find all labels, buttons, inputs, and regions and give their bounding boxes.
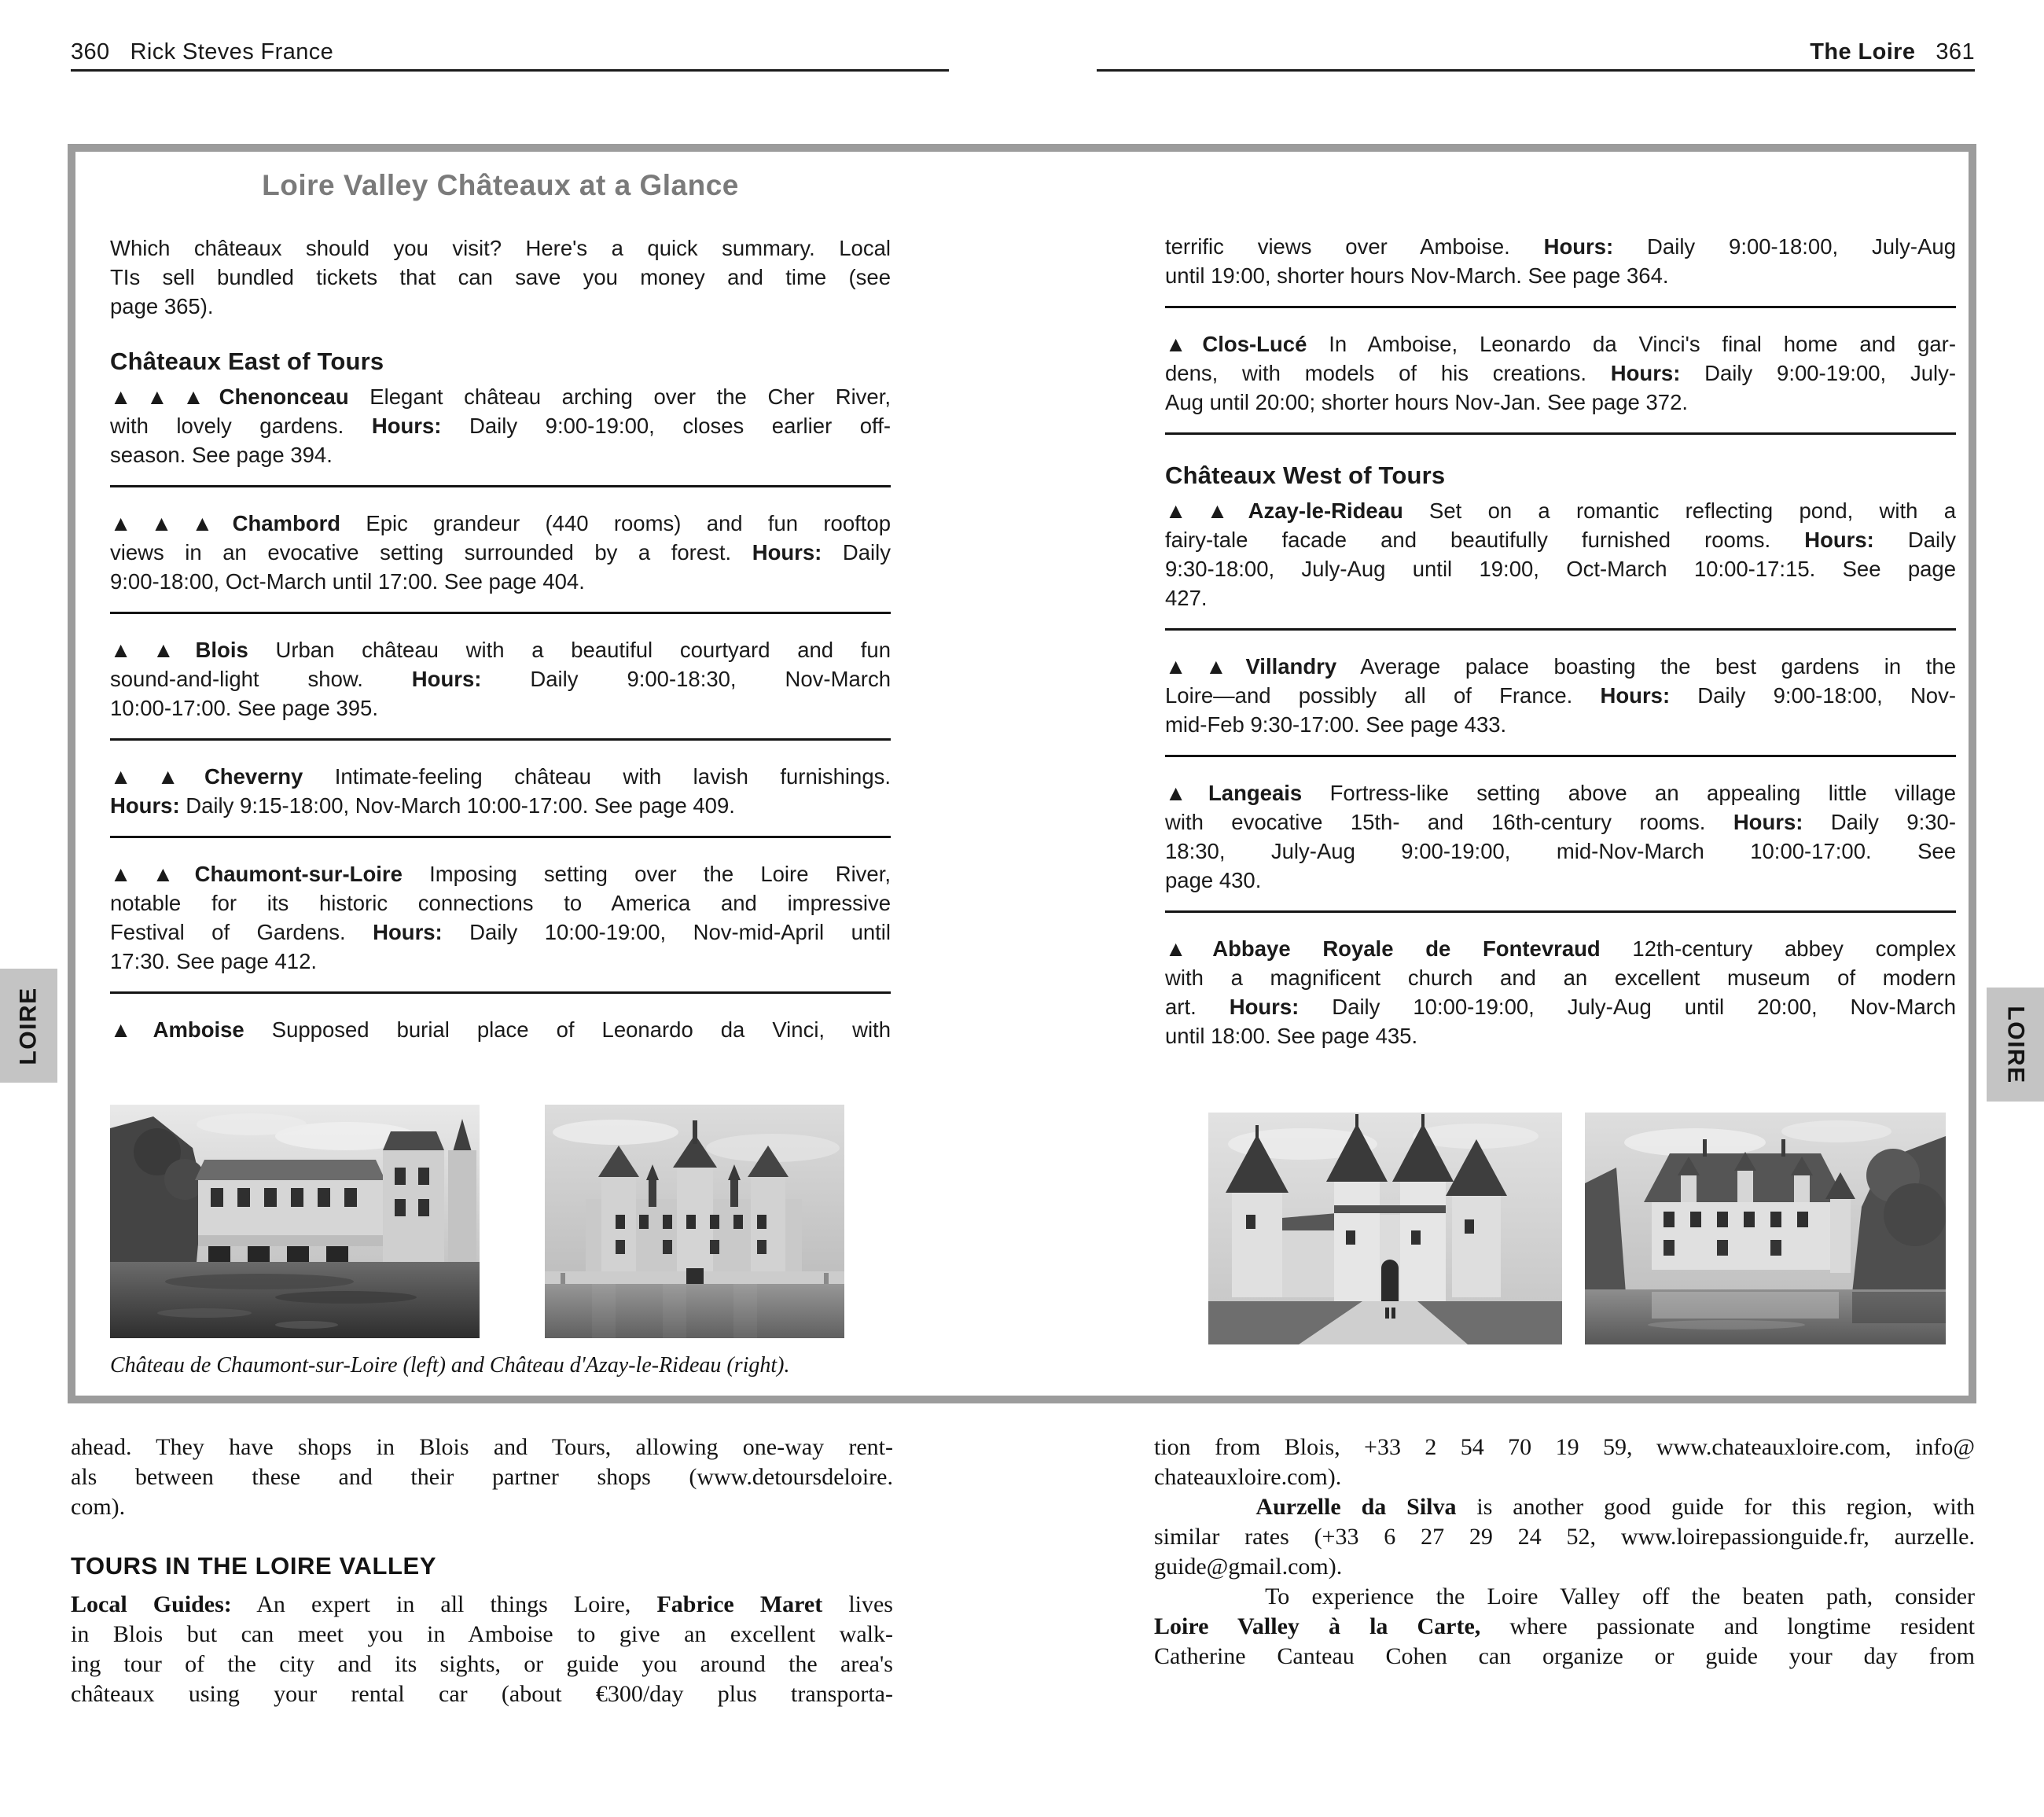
entry-chenonceau: ▲▲▲Chenonceau Elegant château arching over the Cher River, with lovely gardens. Hours: Daily 9:00-19:00, closes earlier off- season. See page 394. xyxy=(110,384,891,467)
entry-azay-le-rideau: ▲▲Azay-le-Rideau Set on a romantic reflecting pond, with a fairy-tale facade and beautifully furnished rooms. Hours: Daily 9:30-18:00, July-Aug until 19:00, Oct-March 10:00-17:15. See page 427. xyxy=(1165,498,1957,610)
photo-caption: Château de Chaumont-sur-Loire (left) and Château d'Azay-le-Rideau (right). xyxy=(110,1353,790,1377)
entry-chaumont: ▲▲Chaumont-sur-Loire Imposing setting over the Loire River, notable for its historic connections to America and impressive Festival of Gardens. Hours: Daily 10:00-19:00, Nov-mid-April until 17:30. See page 412. xyxy=(110,862,891,973)
entry-divider xyxy=(110,612,891,614)
margin-tab-right xyxy=(1987,988,2044,1102)
entry-divider xyxy=(110,991,891,994)
entry-langeais: ▲Langeais Fortress-like setting above an appealing little village with evocative 15th- and 16th-century rooms. Hours: Daily 9:30- 18:30, July-Aug 9:00-19:00, mid-Nov-March 10:00-17:00. See page 430. xyxy=(1165,781,1956,892)
photo-row-right xyxy=(1208,1113,1946,1344)
entry-divider xyxy=(1165,628,1956,631)
east-of-tours-heading: Châteaux East of Tours xyxy=(110,348,384,375)
book-title: Rick Steves France xyxy=(130,39,334,64)
header-rule-left xyxy=(71,69,949,72)
body-right-paragraph: tion from Blois, +33 2 54 70 19 59, www.chateauxloire.com, info@ chateauxloire.com). Aurzelle da Silva is another good guide for this region, with similar rates (+33 6 27 29 24 52, www.loirepassionguide.fr, aurzelle. guide@gmail.com). To experience the Loire Valley off the beaten path, consider Loire Valley à la Carte, where passionate and longtime resident Catherine Canteau Cohen can organize or guide your day from xyxy=(1154,1434,1975,1669)
photo-row-left xyxy=(110,1105,844,1338)
entry-cheverny: ▲▲Cheverny Intimate-feeling château with lavish furnishings. Hours: Daily 9:15-18:00, Nov-March 10:00-17:00. See page 409. xyxy=(110,764,891,818)
entry-divider xyxy=(1165,755,1956,757)
glance-title: Loire Valley Châteaux at a Glance xyxy=(262,169,739,201)
body-column-left xyxy=(71,1433,893,1709)
header-rule-right xyxy=(1097,69,1975,72)
entry-blois: ▲▲Blois Urban château with a beautiful courtyard and fun sound-and-light show. Hours: Daily 9:00-18:30, Nov-March 10:00-17:00. See page 395. xyxy=(110,638,891,720)
azay-le-rideau-photo xyxy=(1585,1113,1946,1344)
body-column-right xyxy=(1154,1433,1975,1672)
glance-intro: Which châteaux should you visit? Here's a quick summary. Local TIs sell bundled tickets that can save you money and time (see page 365). xyxy=(110,236,891,318)
chateaux-glance-box xyxy=(68,144,1976,1403)
entry-divider xyxy=(1165,910,1956,913)
glance-right-column xyxy=(1165,152,1956,1050)
entry-clos-luce: ▲Clos-Lucé In Amboise, Leonardo da Vinci's final home and gar- dens, with models of his creations. Hours: Daily 9:00-19:00, July- Aug until 20:00; shorter hours Nov-Jan. See page 372. xyxy=(1165,332,1956,414)
glance-left-column xyxy=(110,152,891,1044)
entry-villandry: ▲▲Villandry Average palace boasting the best gardens in the Loire—and possibly all of France. Hours: Daily 9:00-18:00, Nov- mid-Feb 9:30-17:00. See page 433. xyxy=(1165,654,1957,737)
margin-tab-left xyxy=(0,969,57,1083)
entry-divider xyxy=(110,485,891,487)
entry-divider xyxy=(110,738,891,741)
entry-divider xyxy=(110,836,891,838)
entry-amboise-continued: terrific views over Amboise. Hours: Daily 9:00-18:00, July-Aug until 19:00, shorter hours Nov-March. See page 364. xyxy=(1165,234,1956,288)
chapter-title: The Loire xyxy=(1810,39,1916,64)
body-left-paragraph-1: ahead. They have shops in Blois and Tours, allowing one-way rent- als between these and their partner shops (www.detoursdeloire. com). xyxy=(71,1434,893,1520)
tours-heading: TOURS IN THE LOIRE VALLEY xyxy=(71,1552,437,1580)
entry-divider xyxy=(1165,432,1956,435)
chambord-photo xyxy=(545,1105,844,1338)
running-head-left xyxy=(71,39,333,65)
margin-tab-right-label: LOIRE xyxy=(2002,1005,2029,1084)
entry-fontevraud: ▲Abbaye Royale de Fontevraud 12th-century abbey complex with a magnificent church and an excellent museum of modern art. Hours: Daily 10:00-19:00, July-Aug until 20:00, Nov-March until 18:00. See page 435. xyxy=(1165,936,1957,1048)
body-left-paragraph-2: Local Guides: An expert in all things Loire, Fabrice Maret lives in Blois but can meet you in Amboise to give an excellent walk- ing tour of the city and its sights, or guide you around the area's châteaux using your rental car (about €300/day plus transporta- xyxy=(71,1591,893,1707)
page-number-left: 360 xyxy=(71,39,110,64)
entry-amboise: ▲Amboise Supposed burial place of Leonardo da Vinci, with xyxy=(110,1017,891,1042)
page-number-right: 361 xyxy=(1936,39,1975,64)
west-of-tours-heading: Châteaux West of Tours xyxy=(1165,462,1446,489)
entry-divider xyxy=(1165,306,1956,308)
margin-tab-left-label: LOIRE xyxy=(15,986,42,1065)
running-head-right xyxy=(1097,39,1975,65)
chateau-over-river-photo xyxy=(110,1105,480,1338)
entry-chambord: ▲▲▲Chambord Epic grandeur (440 rooms) and fun rooftop views in an evocative setting surrounded by a forest. Hours: Daily 9:00-18:00, Oct-March until 17:00. See page 404. xyxy=(110,511,891,594)
chaumont-gate-photo xyxy=(1208,1113,1562,1344)
